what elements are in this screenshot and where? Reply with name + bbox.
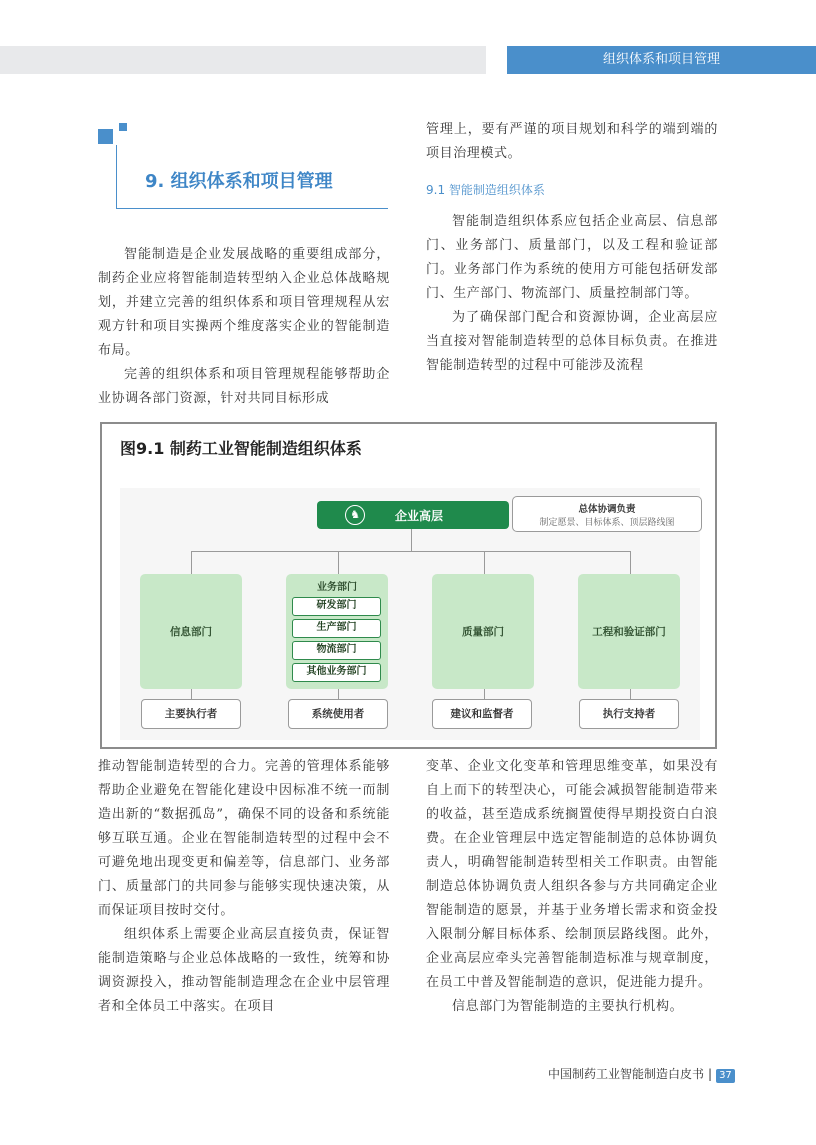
chess-knight-icon: ♞ bbox=[345, 505, 365, 525]
node-label: 工程和验证部门 bbox=[592, 626, 666, 638]
node-label: 信息部门 bbox=[170, 626, 212, 638]
left-top-column bbox=[98, 243, 390, 411]
node-senior-management bbox=[317, 501, 509, 529]
chapter-tab: 组织体系和项目管理 bbox=[507, 46, 816, 74]
connector-line bbox=[338, 551, 339, 574]
right-top-column bbox=[426, 118, 718, 378]
callout-detail: 制定愿景、目标体系、顶层路线图 bbox=[539, 518, 675, 528]
node-production-department: 生产部门 bbox=[292, 619, 381, 638]
paragraph: 智能制造组织体系应包括企业高层、信息部门、业务部门、质量部门，以及工程和验证部门。业务部门作为系统的使用方可能包括研发部门、生产部门、物流部门、质量控制部门等。 bbox=[426, 214, 718, 301]
paragraph: 完善的组织体系和项目管理规程能够帮助企业协调各部门资源，针对共同目标形成 bbox=[98, 367, 390, 406]
paragraph: 信息部门为智能制造的主要执行机构。 bbox=[452, 999, 684, 1014]
paragraph: 管理上，要有严谨的项目规划和科学的端到端的项目治理模式。 bbox=[426, 122, 718, 161]
connector-line bbox=[338, 689, 339, 699]
node-label: 企业高层 bbox=[395, 509, 444, 523]
node-logistics-department: 物流部门 bbox=[292, 641, 381, 660]
connector-line bbox=[484, 689, 485, 699]
section-title-box bbox=[116, 145, 388, 209]
title-decoration-square-small bbox=[119, 123, 127, 131]
paragraph: 变革、企业文化变革和管理思维变革，如果没有自上而下的转型决心，可能会减损智能制造带来的收益，甚至造成系统搁置使得早期投资白白浪费。在企业管理层中选定智能制造的总体协调负责人，明确智能制造转型相关工作职责。由智能制造总体协调负责人组织各参与方共同确定企业智能制造的愿景，并基于业务增长需求和资金投入限制分解目标体系、绘制顶层路线图。此外，企业高层应牵头完善智能制造标准与规章制度，在员工中普及智能制造的意识，促进能力提升。 bbox=[426, 759, 718, 990]
connector-line bbox=[411, 529, 412, 551]
node-quality-department bbox=[432, 574, 534, 689]
node-other-business-department: 其他业务部门 bbox=[292, 663, 381, 682]
left-bottom-column bbox=[98, 755, 390, 1019]
connector-line bbox=[630, 551, 631, 574]
subsection-heading: 9.1 智能制造组织体系 bbox=[426, 183, 545, 197]
node-engineering-department bbox=[578, 574, 680, 689]
figure-title: 图9.1 制药工业智能制造组织体系 bbox=[120, 439, 362, 458]
page-number: 37 bbox=[716, 1069, 735, 1083]
header-bar bbox=[0, 46, 486, 74]
node-rd-department: 研发部门 bbox=[292, 597, 381, 616]
org-chart-figure bbox=[100, 422, 717, 749]
connector-line bbox=[191, 551, 631, 552]
role-main-executor: 主要执行者 bbox=[141, 699, 241, 729]
right-bottom-column bbox=[426, 755, 718, 1019]
connector-line bbox=[630, 689, 631, 699]
node-info-department bbox=[140, 574, 242, 689]
title-decoration-square bbox=[98, 129, 113, 144]
role-advisor-supervisor: 建议和监督者 bbox=[432, 699, 532, 729]
node-label: 业务部门 bbox=[317, 582, 357, 593]
node-label: 质量部门 bbox=[462, 626, 504, 638]
connector-line bbox=[191, 689, 192, 699]
paragraph: 为了确保部门配合和资源协调，企业高层应当直接对智能制造转型的总体目标负责。在推进智能制造转型的过程中可能涉及流程 bbox=[426, 310, 718, 373]
callout-coordination bbox=[512, 496, 702, 532]
connector-line bbox=[191, 551, 192, 574]
paragraph: 组织体系上需要企业高层直接负责，保证智能制造策略与企业总体战略的一致性，统筹和协调资源投入，推动智能制造理念在企业中层管理者和全体员工中落实。在项目 bbox=[98, 927, 390, 1014]
callout-title: 总体协调负责 bbox=[578, 504, 636, 515]
page-footer bbox=[548, 1065, 735, 1083]
connector-line bbox=[484, 551, 485, 574]
footer-separator: | bbox=[708, 1067, 713, 1081]
paragraph: 智能制造是企业发展战略的重要组成部分，制药企业应将智能制造转型纳入企业总体战略规划，并建立完善的组织体系和项目管理规程从宏观方针和项目实操两个维度落实企业的智能制造布局。 bbox=[98, 247, 390, 358]
paragraph: 推动智能制造转型的合力。完善的管理体系能够帮助企业避免在智能化建设中因标准不统一而制造出新的“数据孤岛”，确保不同的设备和系统能够互联互通。企业在智能制造转型的过程中会不可避免地出现变更和偏差等，信息部门、业务部门、质量部门的共同参与能够实现快速决策，从而保证项目按时交付。 bbox=[98, 759, 390, 918]
node-business-department bbox=[286, 574, 388, 689]
role-system-user: 系统使用者 bbox=[288, 699, 388, 729]
book-title: 中国制药工业智能制造白皮书 bbox=[548, 1067, 705, 1081]
role-execution-supporter: 执行支持者 bbox=[579, 699, 679, 729]
section-title: 9. 组织体系和项目管理 bbox=[145, 171, 333, 192]
